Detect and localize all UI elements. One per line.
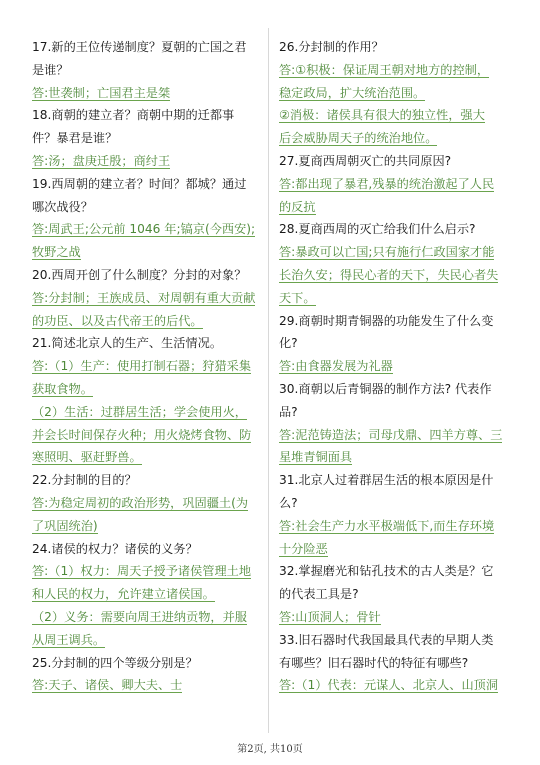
line-text: 牧野之战 [32, 245, 81, 260]
line-text: 21.简述北京人的生产、生活情况。 [32, 336, 223, 351]
line-text: 答:社会生产力水平极端低下,而生存环境 [279, 518, 495, 533]
question-line [32, 36, 268, 59]
answer-line [279, 287, 511, 310]
line-text: 长治久安；得民心者的天下，失民心者失 [279, 267, 499, 282]
left-column [32, 36, 268, 697]
question-line [279, 652, 511, 675]
line-text: 22.分封制的目的？ [32, 473, 137, 488]
answer-line [32, 378, 268, 401]
line-text: 18.商朝的建立者？商朝中期的迁都事 [32, 108, 235, 123]
answer-line [279, 355, 511, 378]
line-text: 24.诸侯的权力？诸侯的义务？ [32, 541, 198, 556]
answer-line [32, 355, 268, 378]
line-text: 十分险恶 [279, 541, 328, 556]
question-line [279, 36, 511, 59]
answer-line [32, 446, 268, 469]
question-line [32, 538, 268, 561]
line-text: 答:①积极：保证周王朝对地方的控制， [279, 62, 490, 77]
answer-line [279, 674, 511, 697]
line-text: 答:（1）代表：元谋人、北京人、山顶洞 [279, 678, 499, 693]
question-line [279, 629, 511, 652]
line-text: 么? [279, 495, 298, 510]
line-text: 品? [279, 404, 298, 419]
answer-line [32, 583, 268, 606]
answer-line [32, 515, 268, 538]
answer-line [32, 401, 268, 424]
answer-line [279, 241, 511, 264]
page-footer: 第2页, 共10页 [237, 744, 303, 755]
answer-line [279, 59, 511, 82]
line-text: 化? [279, 336, 298, 351]
question-line [279, 150, 511, 173]
line-text: 并会长时间保存火种；用火烧烤食物、防 [32, 427, 252, 442]
question-line [279, 378, 511, 401]
question-line [32, 173, 268, 196]
question-line [32, 332, 268, 355]
line-text: 19.西周朝的建立者？时间？都城？通过 [32, 176, 247, 191]
question-line [279, 310, 511, 333]
answer-line [32, 82, 268, 105]
line-text: 31.北京人过着群居生活的根本原因是什 [279, 473, 494, 488]
line-text: 的代表工具是? [279, 587, 359, 602]
line-text: 28.夏商西周的灭亡给我们什么启示? [279, 222, 476, 237]
answer-line [32, 492, 268, 515]
answer-line [32, 310, 268, 333]
line-text: 20.西周开创了什么制度？分封的对象？ [32, 267, 247, 282]
question-line [279, 469, 511, 492]
line-text: 的反抗 [279, 199, 316, 214]
question-line [32, 196, 268, 219]
line-text: 和人民的权力，允许建立诸侯国。 [32, 587, 215, 602]
question-line [279, 218, 511, 241]
answer-line [279, 515, 511, 538]
line-text: 答:泥范铸造法；司母戊鼎、四羊方尊、三 [279, 427, 503, 442]
answer-line [32, 218, 268, 241]
line-text: ②消极：诸侯具有很大的独立性，强大 [279, 108, 485, 123]
line-text: 是谁？ [32, 62, 69, 77]
question-line [32, 652, 268, 675]
line-text: 获取食物。 [32, 381, 93, 396]
line-text: （2）义务：需要向周王进纳贡物，并服 [32, 609, 247, 624]
line-text: 答:分封制；王族成员、对周朝有重大贡献 [32, 290, 256, 305]
answer-line [279, 173, 511, 196]
question-line [32, 469, 268, 492]
question-line [32, 264, 268, 287]
answer-line [32, 150, 268, 173]
column-divider [268, 28, 269, 733]
line-text: 29.商朝时期青铜器的功能发生了什么变 [279, 313, 494, 328]
answer-line [279, 104, 511, 127]
line-text: 答:（1）权力：周天子授予诸侯管理土地 [32, 564, 252, 579]
line-text: 答:天子、诸侯、卿大夫、士 [32, 678, 183, 693]
line-text: 17.新的王位传递制度？夏朝的亡国之君 [32, 40, 247, 54]
answer-line [279, 264, 511, 287]
line-text: 答:山顶洞人；骨针 [279, 609, 381, 624]
line-text: 30.商朝以后青铜器的制作方法? 代表作 [279, 381, 492, 396]
answer-line [279, 538, 511, 561]
line-text: 答:世袭制；亡国君主是桀 [32, 85, 171, 100]
line-text: 有哪些？旧石器时代的特征有哪些? [279, 655, 469, 670]
question-line [279, 492, 511, 515]
right-column [279, 36, 511, 697]
question-line [32, 127, 268, 150]
line-text: 答:周武王;公元前 1046 年;镐京(今西安); [32, 222, 256, 237]
answer-line [32, 560, 268, 583]
answer-line [279, 424, 511, 447]
line-text: 寒照明、驱赶野兽。 [32, 450, 142, 465]
line-text: 答:暴政可以亡国;只有施行仁政国家才能 [279, 245, 495, 260]
line-text: 后会威胁周天子的统治地位。 [279, 131, 438, 146]
line-text: 稳定政局，扩大统治范围。 [279, 85, 426, 100]
question-line [279, 583, 511, 606]
line-text: 从周王调兵。 [32, 632, 106, 647]
line-text: 件？暴君是谁？ [32, 131, 118, 146]
line-text: 了巩固统治) [32, 518, 98, 533]
question-line [32, 59, 268, 82]
answer-line [32, 674, 268, 697]
answer-line [279, 446, 511, 469]
line-text: 哪次战役？ [32, 199, 93, 214]
question-line [279, 332, 511, 355]
line-text: 27.夏商西周朝灭亡的共同原因? [279, 153, 452, 168]
answer-line [279, 606, 511, 629]
line-text: 32.掌握磨光和钻孔技术的古人类是？它 [279, 564, 494, 579]
line-text: 答:为稳定周初的政治形势，巩固疆土(为 [32, 495, 249, 510]
line-text: 26.分封制的作用？ [279, 40, 384, 54]
line-text: 33.旧石器时代我国最具代表的早期人类 [279, 632, 494, 647]
line-text: 答:汤；盘庚迁殷；商纣王 [32, 153, 171, 168]
line-text: 答:（1）生产：使用打制石器；狩猎采集 [32, 359, 252, 374]
line-text: 答:都出现了暴君,残暴的统治激起了人民 [279, 176, 495, 191]
line-text: 的功臣、以及古代帝王的后代。 [32, 313, 203, 328]
line-text: 天下。 [279, 290, 316, 305]
answer-line [32, 424, 268, 447]
answer-line [32, 241, 268, 264]
answer-line [279, 82, 511, 105]
question-line [32, 104, 268, 127]
answer-line [32, 629, 268, 652]
question-line [279, 401, 511, 424]
answer-line [32, 287, 268, 310]
answer-line [279, 196, 511, 219]
line-text: 星堆青铜面具 [279, 450, 353, 465]
line-text: 25.分封制的四个等级分别是？ [32, 655, 198, 670]
line-text: （2）生活：过群居生活；学会使用火， [32, 404, 247, 419]
line-text: 答:由食器发展为礼器 [279, 359, 393, 374]
answer-line [279, 127, 511, 150]
answer-line [32, 606, 268, 629]
question-line [279, 560, 511, 583]
